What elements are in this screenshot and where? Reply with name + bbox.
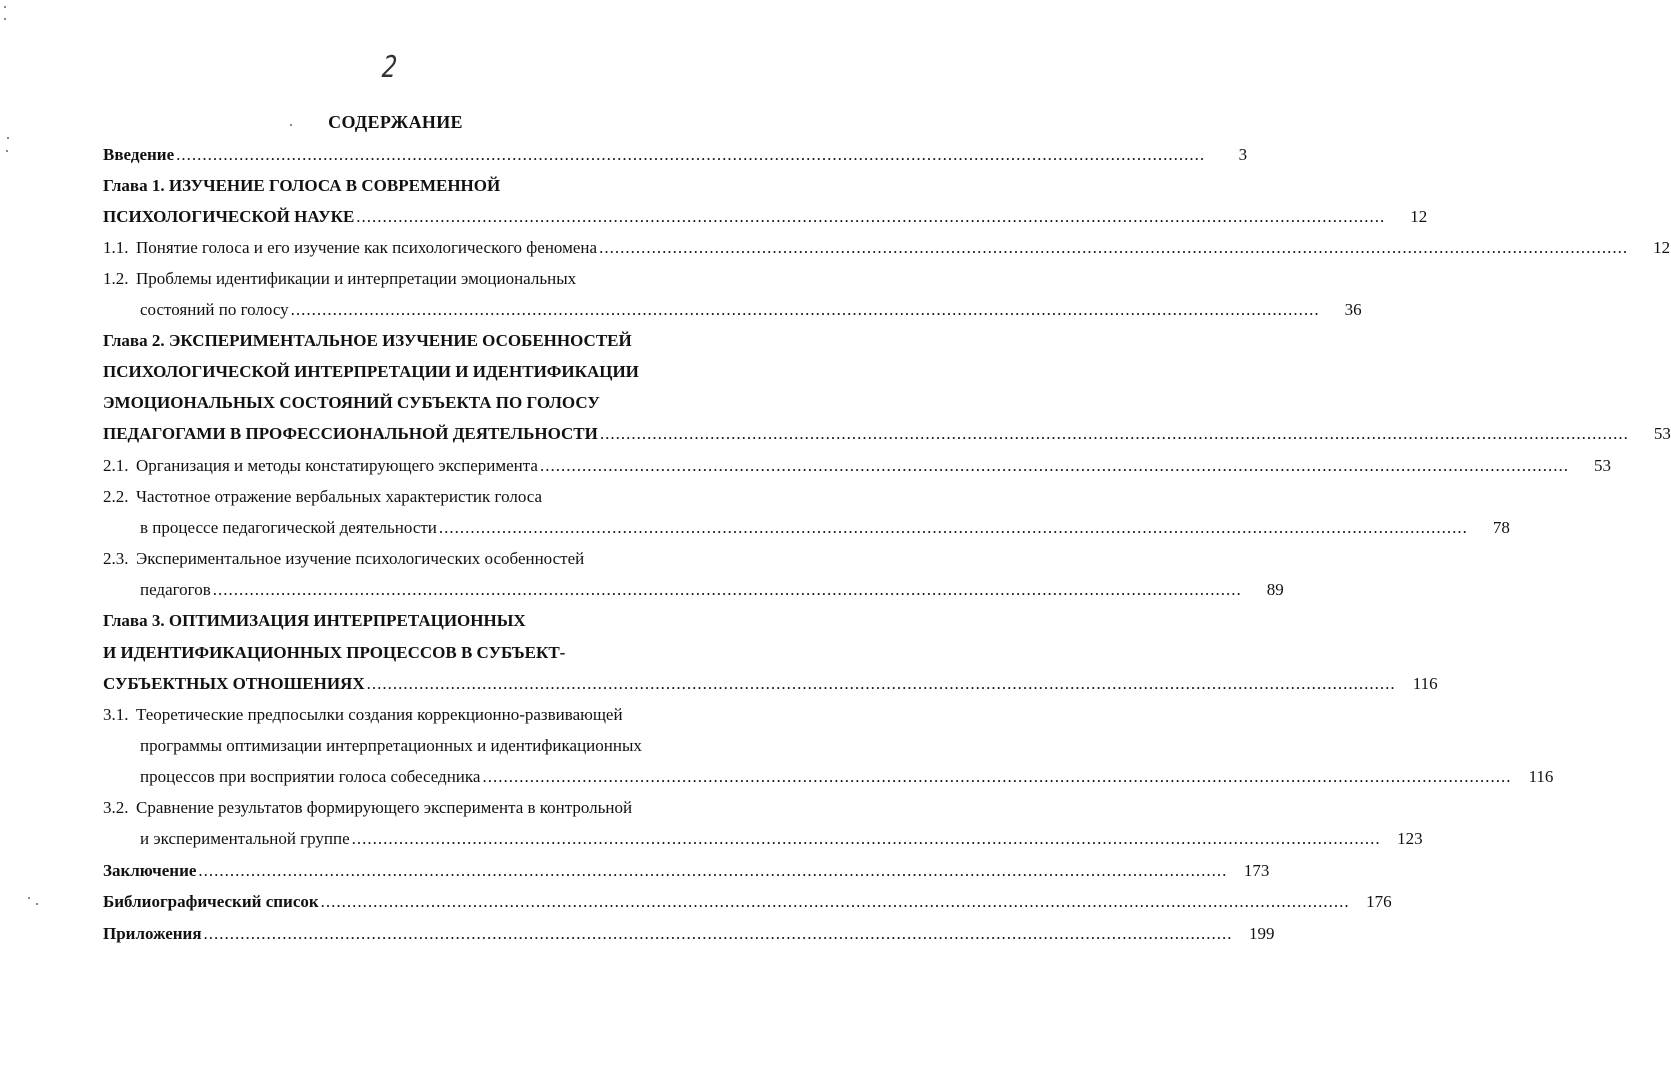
toc-entry-3-1-cont-2[interactable]: процессов при восприятии голоса собеседника .................................................................................................................................................................................................... 116 bbox=[103, 765, 740, 789]
dot-leader: .................................................................................................................................................................................................... bbox=[203, 924, 1233, 943]
toc-page-number: 123 bbox=[1397, 829, 1423, 848]
toc-entry-chapter-2[interactable]: Глава 2. ЭКСПЕРИМЕНТАЛЬНОЕ ИЗУЧЕНИЕ ОСОБЕННОСТЕЙ bbox=[103, 331, 632, 350]
toc-entry-conclusion[interactable]: Заключение .................................................................................................................................................................................................... 173 bbox=[103, 859, 740, 883]
toc-page-number: 12 bbox=[1410, 207, 1428, 226]
handwritten-page-number: 2 bbox=[380, 50, 399, 85]
toc-page-number: 176 bbox=[1366, 892, 1392, 911]
toc-page-number: 78 bbox=[1492, 518, 1510, 537]
dot-leader: .................................................................................................................................................................................................... bbox=[356, 207, 1386, 226]
toc-entry-3-2[interactable]: 3.2. Сравнение результатов формирующего эксперимента в контрольной bbox=[103, 798, 633, 817]
dot-leader: .................................................................................................................................................................................................... bbox=[320, 892, 1350, 911]
toc-title: СОДЕРЖАНИЕ bbox=[328, 112, 463, 132]
toc-page-number: 199 bbox=[1249, 924, 1275, 943]
toc-entry-chapter-1-cont[interactable]: ПСИХОЛОГИЧЕСКОЙ НАУКЕ .................................................................................................................................................................................................... 12 bbox=[103, 205, 740, 229]
dot-leader: .................................................................................................................................................................................................... bbox=[198, 861, 1228, 880]
toc-page-number: 12 bbox=[1653, 238, 1671, 257]
toc-entry-3-1[interactable]: 3.1. Теоретические предпосылки создания коррекционно-развивающей bbox=[103, 705, 623, 724]
toc-entry-introduction[interactable]: Введение .................................................................................................................................................................................................... 3 bbox=[103, 143, 740, 167]
toc-entry-3-1-cont-1[interactable]: программы оптимизации интерпретационных и идентификационных bbox=[140, 736, 642, 755]
toc-entry-chapter-2-cont-3[interactable]: ПЕДАГОГАМИ В ПРОФЕССИОНАЛЬНОЙ ДЕЯТЕЛЬНОСТИ .................................................................................................................................................................................................... 53 bbox=[103, 422, 740, 446]
toc-entry-2-2-cont[interactable]: в процессе педагогической деятельности .................................................................................................................................................................................................... 78 bbox=[103, 516, 740, 540]
scan-speck bbox=[4, 18, 6, 20]
toc-page-number: 53 bbox=[1653, 424, 1671, 443]
toc-entry-appendices[interactable]: Приложения .................................................................................................................................................................................................... 199 bbox=[103, 922, 740, 946]
dot-leader: .................................................................................................................................................................................................... bbox=[351, 829, 1381, 848]
toc-entry-2-1[interactable]: 2.1. Организация и методы констатирующего эксперимента .................................................................................................................................................................................................... 53 bbox=[103, 454, 740, 478]
dot-leader: .................................................................................................................................................................................................... bbox=[212, 580, 1242, 599]
toc-page-number: 116 bbox=[1528, 767, 1554, 786]
dot-leader: .................................................................................................................................................................................................... bbox=[539, 456, 1569, 475]
toc-entry-1-2[interactable]: 1.2. Проблемы идентификации и интерпретации эмоциональных bbox=[103, 269, 577, 288]
toc-page-number: 116 bbox=[1412, 674, 1438, 693]
toc-page-number: 3 bbox=[1238, 145, 1248, 164]
dot-leader: .................................................................................................................................................................................................... bbox=[438, 518, 1468, 537]
scan-speck bbox=[4, 6, 6, 8]
toc-page-number: 53 bbox=[1593, 456, 1611, 475]
toc-entry-chapter-3[interactable]: Глава 3. ОПТИМИЗАЦИЯ ИНТЕРПРЕТАЦИОННЫХ bbox=[103, 611, 526, 630]
dot-leader: .................................................................................................................................................................................................... bbox=[366, 674, 1396, 693]
toc-page-number: 36 bbox=[1344, 300, 1362, 319]
toc-entry-chapter-1[interactable]: Глава 1. ИЗУЧЕНИЕ ГОЛОСА В СОВРЕМЕННОЙ bbox=[103, 176, 501, 195]
toc-entry-bibliography[interactable]: Библиографический список .................................................................................................................................................................................................... 176 bbox=[103, 890, 740, 914]
toc-entry-chapter-2-cont-1[interactable]: ПСИХОЛОГИЧЕСКОЙ ИНТЕРПРЕТАЦИИ И ИДЕНТИФИКАЦИИ bbox=[103, 362, 639, 381]
toc-entry-chapter-3-cont-1[interactable]: И ИДЕНТИФИКАЦИОННЫХ ПРОЦЕССОВ В СУБЪЕКТ- bbox=[103, 643, 566, 662]
scan-speck bbox=[28, 897, 30, 899]
toc-entry-2-2[interactable]: 2.2. Частотное отражение вербальных характеристик голоса bbox=[103, 487, 543, 506]
toc-entry-2-3[interactable]: 2.3. Экспериментальное изучение психологических особенностей bbox=[103, 549, 585, 568]
toc-entry-3-2-cont[interactable]: и экспериментальной группе .................................................................................................................................................................................................... 123 bbox=[103, 827, 740, 851]
scan-speck bbox=[290, 124, 292, 126]
toc-page-number: 173 bbox=[1243, 861, 1270, 880]
toc-entry-2-3-cont[interactable]: педагогов .................................................................................................................................................................................................... 89 bbox=[103, 578, 740, 602]
dot-leader: .................................................................................................................................................................................................... bbox=[176, 145, 1206, 164]
toc-entry-1-2-cont[interactable]: состояний по голосу .................................................................................................................................................................................................... 36 bbox=[103, 298, 740, 322]
dot-leader: .................................................................................................................................................................................................... bbox=[482, 767, 1512, 786]
toc-entry-1-1[interactable]: 1.1. Понятие голоса и его изучение как психологического феномена .................................................................................................................................................................................................... 12 bbox=[103, 236, 740, 260]
dot-leader: .................................................................................................................................................................................................... bbox=[599, 424, 1629, 443]
scan-speck bbox=[7, 137, 9, 139]
scan-speck bbox=[6, 150, 8, 152]
scan-speck bbox=[36, 903, 38, 905]
toc-entry-chapter-3-cont-2[interactable]: СУБЪЕКТНЫХ ОТНОШЕНИЯХ .................................................................................................................................................................................................... 116 bbox=[103, 672, 740, 696]
dot-leader: .................................................................................................................................................................................................... bbox=[290, 300, 1320, 319]
dot-leader: .................................................................................................................................................................................................... bbox=[599, 238, 1629, 257]
toc-entry-chapter-2-cont-2[interactable]: ЭМОЦИОНАЛЬНЫХ СОСТОЯНИЙ СУБЪЕКТА ПО ГОЛОСУ bbox=[103, 393, 600, 412]
toc-page-number: 89 bbox=[1266, 580, 1284, 599]
